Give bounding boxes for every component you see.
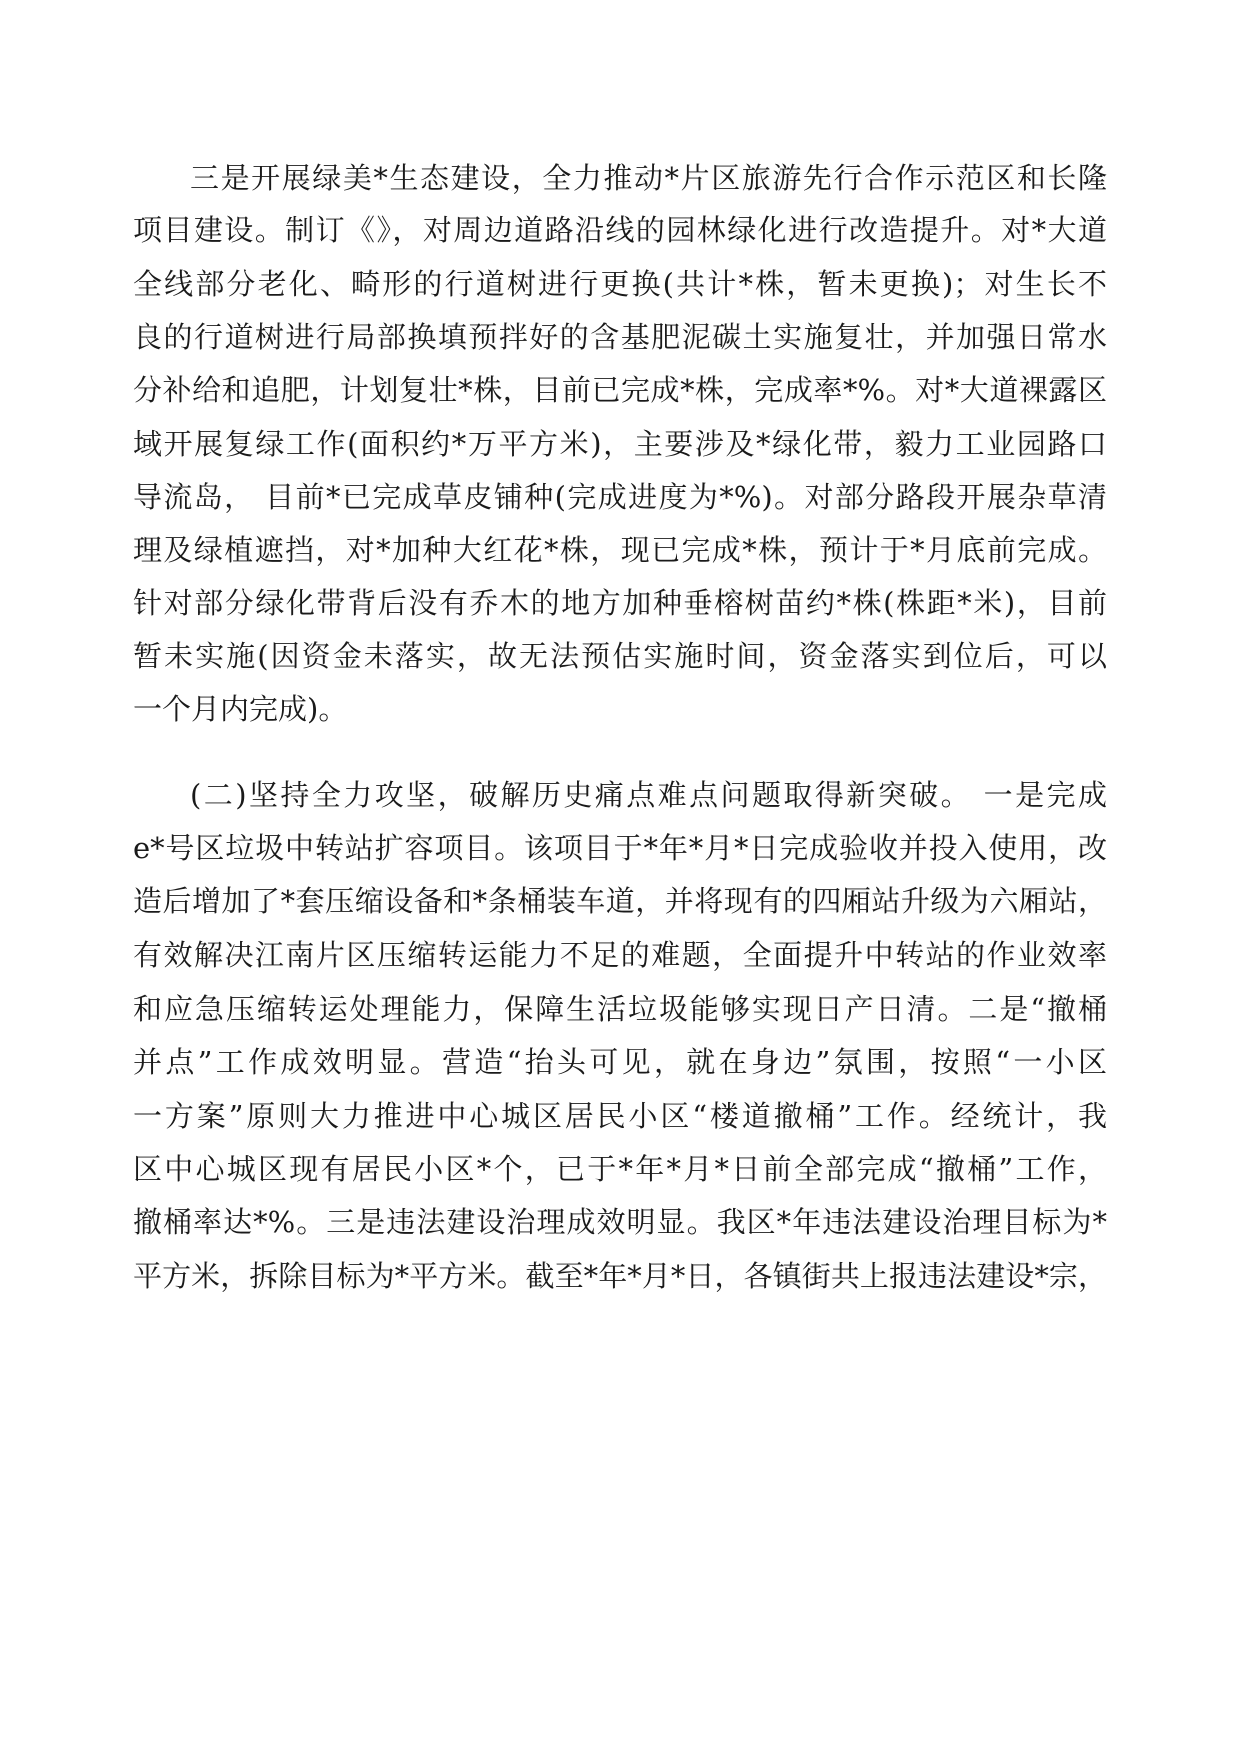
paragraph-1-line-9: 针对部分绿化带背后没有乔木的地方加种垂榕树苗约*株(株距*米)，目前 — [133, 586, 1107, 620]
paragraph-2-line-7: 一方案”原则大力推进中心城区居民小区“楼道撤桶”工作。经统计，我 — [133, 1099, 1107, 1133]
paragraph-1-line-11: 一个月内完成)。 — [133, 692, 348, 726]
paragraph-2-line-9: 撤桶率达*%。三是违法建设治理成效明显。我区*年违法建设治理目标为* — [133, 1205, 1107, 1239]
paragraph-1-line-1: 三是开展绿美*生态建设，全力推动*片区旅游先行合作示范区和长隆 — [190, 161, 1107, 195]
paragraph-1-line-7: 导流岛， 目前*已完成草皮铺种(完成进度为*%)。对部分路段开展杂草清 — [133, 480, 1107, 514]
paragraph-1-line-4: 良的行道树进行局部换填预拌好的含基肥泥碳土实施复壮，并加强日常水 — [133, 320, 1107, 354]
paragraph-2-line-3: 造后增加了*套压缩设备和*条桶装车道，并将现有的四厢站升级为六厢站， — [133, 884, 1107, 918]
paragraph-1-line-8: 理及绿植遮挡，对*加种大红花*株，现已完成*株，预计于*月底前完成。 — [133, 533, 1107, 567]
paragraph-2-line-5: 和应急压缩转运处理能力，保障生活垃圾能够实现日产日清。二是“撤桶 — [133, 992, 1107, 1026]
paragraph-1-line-6: 域开展复绿工作(面积约*万平方米)，主要涉及*绿化带，毅力工业园路口 — [133, 427, 1107, 461]
paragraph-2-line-10: 平方米，拆除目标为*平方米。截至*年*月*日，各镇街共上报违法建设*宗， — [133, 1259, 1107, 1293]
paragraph-2-line-6: 并点”工作成效明显。营造“抬头可见，就在身边”氛围，按照“一小区 — [133, 1045, 1107, 1079]
paragraph-1-line-10: 暂未实施(因资金未落实，故无法预估实施时间，资金落实到位后，可以 — [133, 639, 1107, 673]
paragraph-2-line-4: 有效解决江南片区压缩转运能力不足的难题，全面提升中转站的作业效率 — [133, 938, 1107, 972]
paragraph-2-line-1: (二)坚持全力攻坚，破解历史痛点难点问题取得新突破。 一是完成 — [190, 778, 1107, 812]
paragraph-2-line-2: e*号区垃圾中转站扩容项目。该项目于*年*月*日完成验收并投入使用，改 — [133, 831, 1107, 865]
paragraph-1-line-2: 项目建设。制订《》，对周边道路沿线的园林绿化进行改造提升。对*大道 — [133, 213, 1107, 247]
paragraph-1-line-3: 全线部分老化、畸形的行道树进行更换(共计*株，暂未更换)；对生长不 — [133, 267, 1107, 301]
paragraph-1-line-5: 分补给和追肥，计划复壮*株，目前已完成*株，完成率*%。对*大道裸露区 — [133, 373, 1107, 407]
paragraph-2-line-8: 区中心城区现有居民小区*个，已于*年*月*日前全部完成“撤桶”工作， — [133, 1152, 1107, 1186]
